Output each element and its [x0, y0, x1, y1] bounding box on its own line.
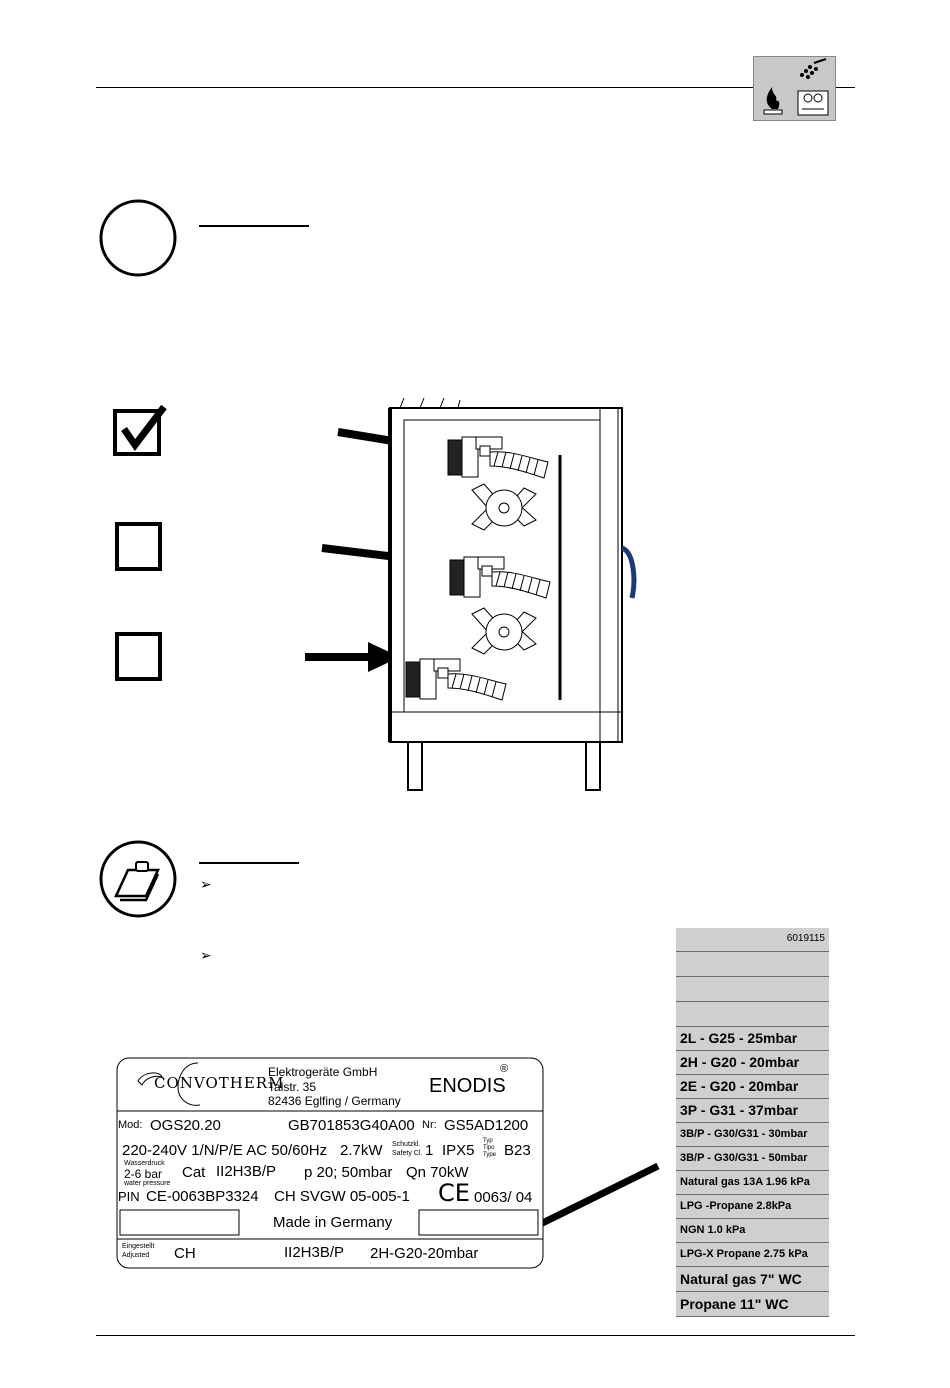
- table-row: [676, 977, 829, 1002]
- ce-mark: CE: [438, 1179, 470, 1207]
- cat-value: II2H3B/P: [216, 1163, 277, 1180]
- water-label-1: Wasserdruck: [124, 1160, 165, 1167]
- made-in: Made in Germany: [273, 1214, 393, 1231]
- cat-label: Cat: [182, 1164, 206, 1181]
- logo-text: CONVOTHERM: [154, 1074, 285, 1092]
- ch-svgw: CH SVGW 05-005-1: [274, 1188, 410, 1205]
- table-row: [676, 1002, 829, 1027]
- clipboard-icon: [98, 840, 178, 925]
- mod-label: Mod:: [118, 1119, 143, 1131]
- water-label-2: water pressure: [124, 1180, 171, 1187]
- table-row: 2L - G25 - 25mbar: [676, 1027, 829, 1051]
- gas-type-table: [676, 928, 829, 1317]
- brand-name: ENODIS: [429, 1075, 506, 1097]
- checkbox-checked-icon: [112, 405, 168, 462]
- safety-label-1: Schutzkl.: [392, 1141, 421, 1148]
- rating-plate: [116, 1057, 544, 1269]
- table-row: 2H - G20 - 20mbar: [676, 1051, 829, 1075]
- ip-rating: IPX5: [442, 1142, 475, 1159]
- section-heading-rule-1: [199, 225, 309, 227]
- table-row: NGN 1.0 kPa: [676, 1219, 829, 1243]
- qn-value: Qn 70kW: [406, 1164, 469, 1181]
- adjusted-country: CH: [174, 1245, 196, 1262]
- bullet-arrow-icon: ➢: [200, 948, 212, 964]
- water-value: 2-6 bar: [124, 1167, 163, 1181]
- type-label-1: Typ: [483, 1138, 493, 1144]
- pin-label: PIN: [118, 1189, 140, 1204]
- adjusted-cat: II2H3B/P: [284, 1244, 345, 1261]
- voltage: 220-240V 1/N/P/E AC 50/60Hz: [122, 1142, 328, 1159]
- table-row: [676, 952, 829, 977]
- table-row: LPG-X Propane 2.75 kPa: [676, 1243, 829, 1267]
- oven-burner-diagram: [300, 395, 660, 800]
- table-row: [676, 928, 829, 952]
- adjusted-label-1: Eingestellt: [122, 1243, 155, 1250]
- nr-label: Nr:: [422, 1119, 437, 1131]
- bullet-arrow-icon: ➢: [200, 877, 212, 893]
- table-row: 2E - G20 - 20mbar: [676, 1075, 829, 1099]
- company-street: Talstr. 35: [268, 1080, 317, 1094]
- table-row: 3P - G31 - 37mbar: [676, 1099, 829, 1123]
- adjusted-label-2: Adjusted: [122, 1252, 150, 1259]
- footer-rule: [96, 1335, 855, 1336]
- header-icon-block: [753, 56, 836, 121]
- section-heading-rule-2: [199, 862, 299, 864]
- power: 2.7kW: [340, 1142, 383, 1159]
- safety-value: 1: [425, 1142, 434, 1159]
- mod-value: OGS20.20: [150, 1117, 221, 1134]
- company-city: 82436 Eglfing / Germany: [268, 1094, 401, 1108]
- circle-icon: [98, 198, 178, 283]
- safety-label-2: Safety Cl.: [392, 1150, 423, 1157]
- type-label-2: Tipo: [483, 1145, 495, 1151]
- header-rule: [96, 87, 855, 88]
- pressure: p 20; 50mbar: [304, 1164, 393, 1181]
- nr-value: GS5AD1200: [444, 1117, 529, 1134]
- checkbox-empty-icon: [115, 522, 162, 571]
- table-row: 3B/P - G30/G31 - 50mbar: [676, 1147, 829, 1171]
- checkbox-empty-icon: [115, 632, 162, 681]
- ce-number: 0063/ 04: [474, 1189, 533, 1206]
- table-row: Natural gas 13A 1.96 kPa: [676, 1171, 829, 1195]
- table-row: LPG -Propane 2.8kPa: [676, 1195, 829, 1219]
- adjusted-gas: 2H-G20-20mbar: [370, 1245, 479, 1262]
- table-code: 6019115: [786, 933, 825, 944]
- table-row: Propane 11" WC: [676, 1292, 829, 1317]
- gas-steam-icon: [754, 57, 835, 120]
- type-value: B23: [504, 1142, 531, 1159]
- company-name: Elektrogeräte GmbH: [268, 1065, 378, 1079]
- registered-mark: ®: [500, 1063, 509, 1075]
- pin-value: CE-0063BP3324: [146, 1188, 259, 1205]
- gb-number: GB701853G40A00: [288, 1117, 415, 1134]
- table-row: Natural gas 7" WC: [676, 1267, 829, 1292]
- table-row: 3B/P - G30/G31 - 30mbar: [676, 1123, 829, 1147]
- type-label-3: Type: [483, 1152, 497, 1158]
